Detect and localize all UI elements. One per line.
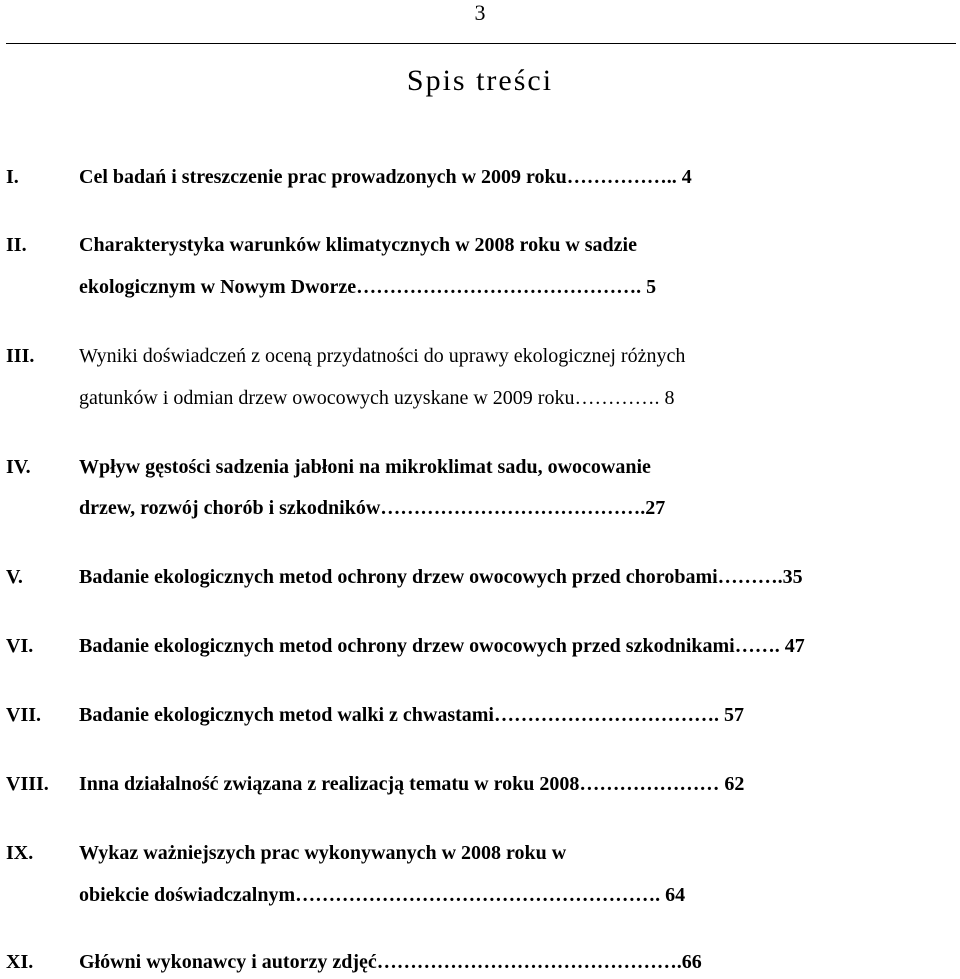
- toc-entry-line: gatunków i odmian drzew owocowych uzyskane w 2009 roku…………. 8: [79, 387, 675, 409]
- toc-entry-number: IX.: [6, 842, 34, 864]
- toc-entry-number: VIII.: [6, 773, 49, 795]
- toc-entry-number: I.: [6, 166, 19, 188]
- page-number: 3: [474, 0, 486, 25]
- toc-entry-line: Wpływ gęstości sadzenia jabłoni na mikroklimat sadu, owocowanie: [79, 456, 651, 478]
- toc-entry-line: Badanie ekologicznych metod ochrony drzew owocowych przed szkodnikami……. 47: [79, 635, 805, 657]
- toc-entry-line: Badanie ekologicznych metod ochrony drzew owocowych przed chorobami……….35: [79, 566, 803, 588]
- toc-entry-number: V.: [6, 566, 23, 588]
- toc-entry-number: VI.: [6, 635, 34, 657]
- toc-entry-line: ekologicznym w Nowym Dworze……………………………………. 5: [79, 276, 657, 298]
- toc-entry-line: Charakterystyka warunków klimatycznych w 2008 roku w sadzie: [79, 234, 637, 256]
- toc-entry-number: II.: [6, 234, 27, 256]
- toc-entry-line: Wykaz ważniejszych prac wykonywanych w 2008 roku w: [79, 842, 567, 864]
- header-rule: [6, 43, 956, 44]
- toc-entry-number: VII.: [6, 704, 42, 726]
- page-title: Spis treści: [406, 64, 554, 97]
- toc-entry-line: Wyniki doświadczeń z oceną przydatności do uprawy ekologicznej różnych: [79, 345, 686, 367]
- toc-entry-number: III.: [6, 345, 35, 367]
- toc-entry-line: Inna działalność związana z realizacją tematu w roku 2008………………… 62: [79, 773, 745, 795]
- toc-entry-line: drzew, rozwój chorób i szkodników………………………………….27: [79, 497, 666, 519]
- toc-entry-number: IV.: [6, 456, 31, 478]
- toc-entry-line: Badanie ekologicznych metod walki z chwastami……………………………. 57: [79, 704, 744, 726]
- toc-entry-number: XI.: [6, 951, 34, 973]
- toc-entry-line: Cel badań i streszczenie prac prowadzonych w 2009 roku…………….. 4: [79, 166, 692, 188]
- toc-entry-line: obiekcie doświadczalnym………………………………………………. 64: [79, 884, 686, 906]
- toc-entry-line: Główni wykonawcy i autorzy zdjęć……………………………………….66: [79, 951, 702, 973]
